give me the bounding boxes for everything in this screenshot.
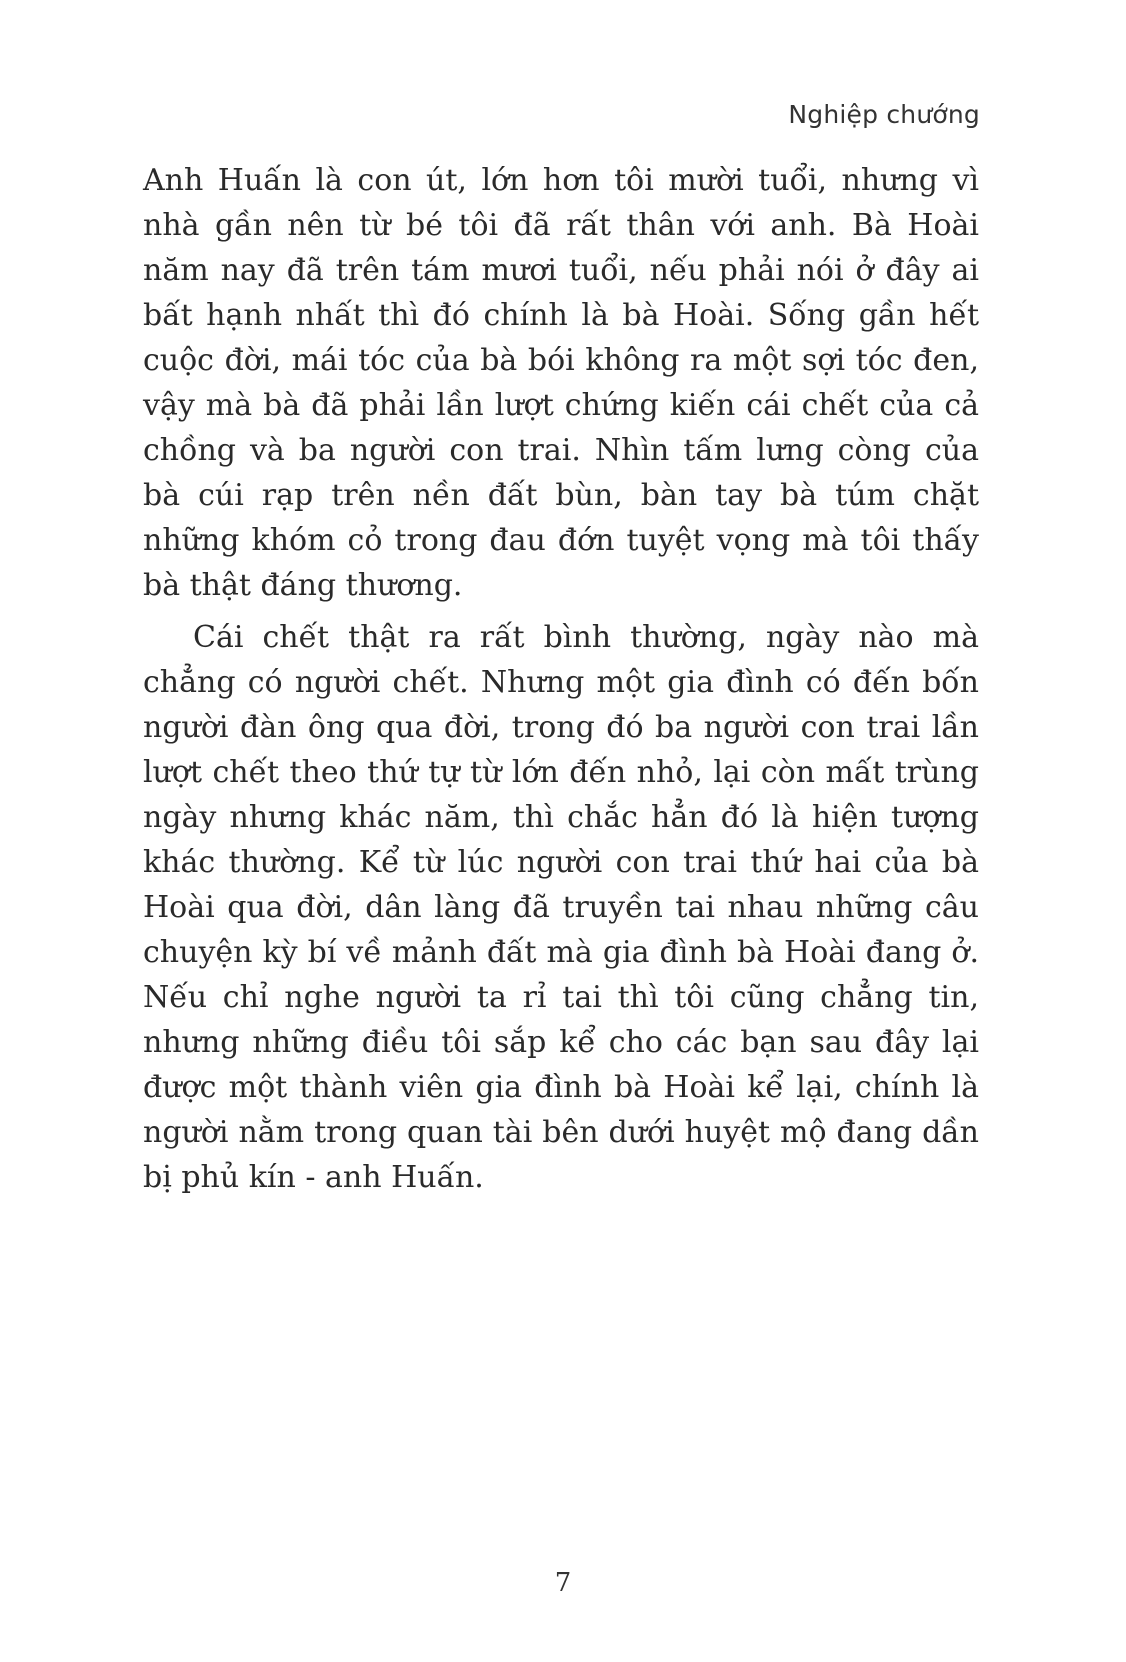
body-text: [143, 158, 979, 1200]
paragraph-2: Cái chết thật ra rất bình thường, ngày nào mà chẳng có người chết. Nhưng một gia đình có đến bốn người đàn ông qua đời, trong đó ba người con trai lần lượt chết theo thứ tự từ lớn đến nhỏ, lại còn mất trùng ngày nhưng khác năm, thì chắc hẳn đó là hiện tượng khác thường. Kể từ lúc người con trai thứ hai của bà Hoài qua đời, dân làng đã truyền tai nhau những câu chuyện kỳ bí về mảnh đất mà gia đình bà Hoài đang ở. Nếu chỉ nghe người ta rỉ tai thì tôi cũng chẳng tin, nhưng những điều tôi sắp kể cho các bạn sau đây lại được một thành viên gia đình bà Hoài kể lại, chính là người nằm trong quan tài bên dưới huyệt mộ đang dần bị phủ kín - anh Huấn.: [143, 620, 979, 1195]
page-number: 7: [554, 1568, 572, 1598]
running-header-title: Nghiệp chướng: [788, 100, 980, 129]
paragraph-1: Anh Huấn là con út, lớn hơn tôi mười tuổi, nhưng vì nhà gần nên từ bé tôi đã rất thân với anh. Bà Hoài năm nay đã trên tám mươi tuổi, nếu phải nói ở đây ai bất hạnh nhất thì đó chính là bà Hoài. Sống gần hết cuộc đời, mái tóc của bà bói không ra một sợi tóc đen, vậy mà bà đã phải lần lượt chứng kiến cái chết của cả chồng và ba người con trai. Nhìn tấm lưng còng của bà cúi rạp trên nền đất bùn, bàn tay bà túm chặt những khóm cỏ trong đau đớn tuyệt vọng mà tôi thấy bà thật đáng thương.: [143, 163, 979, 603]
